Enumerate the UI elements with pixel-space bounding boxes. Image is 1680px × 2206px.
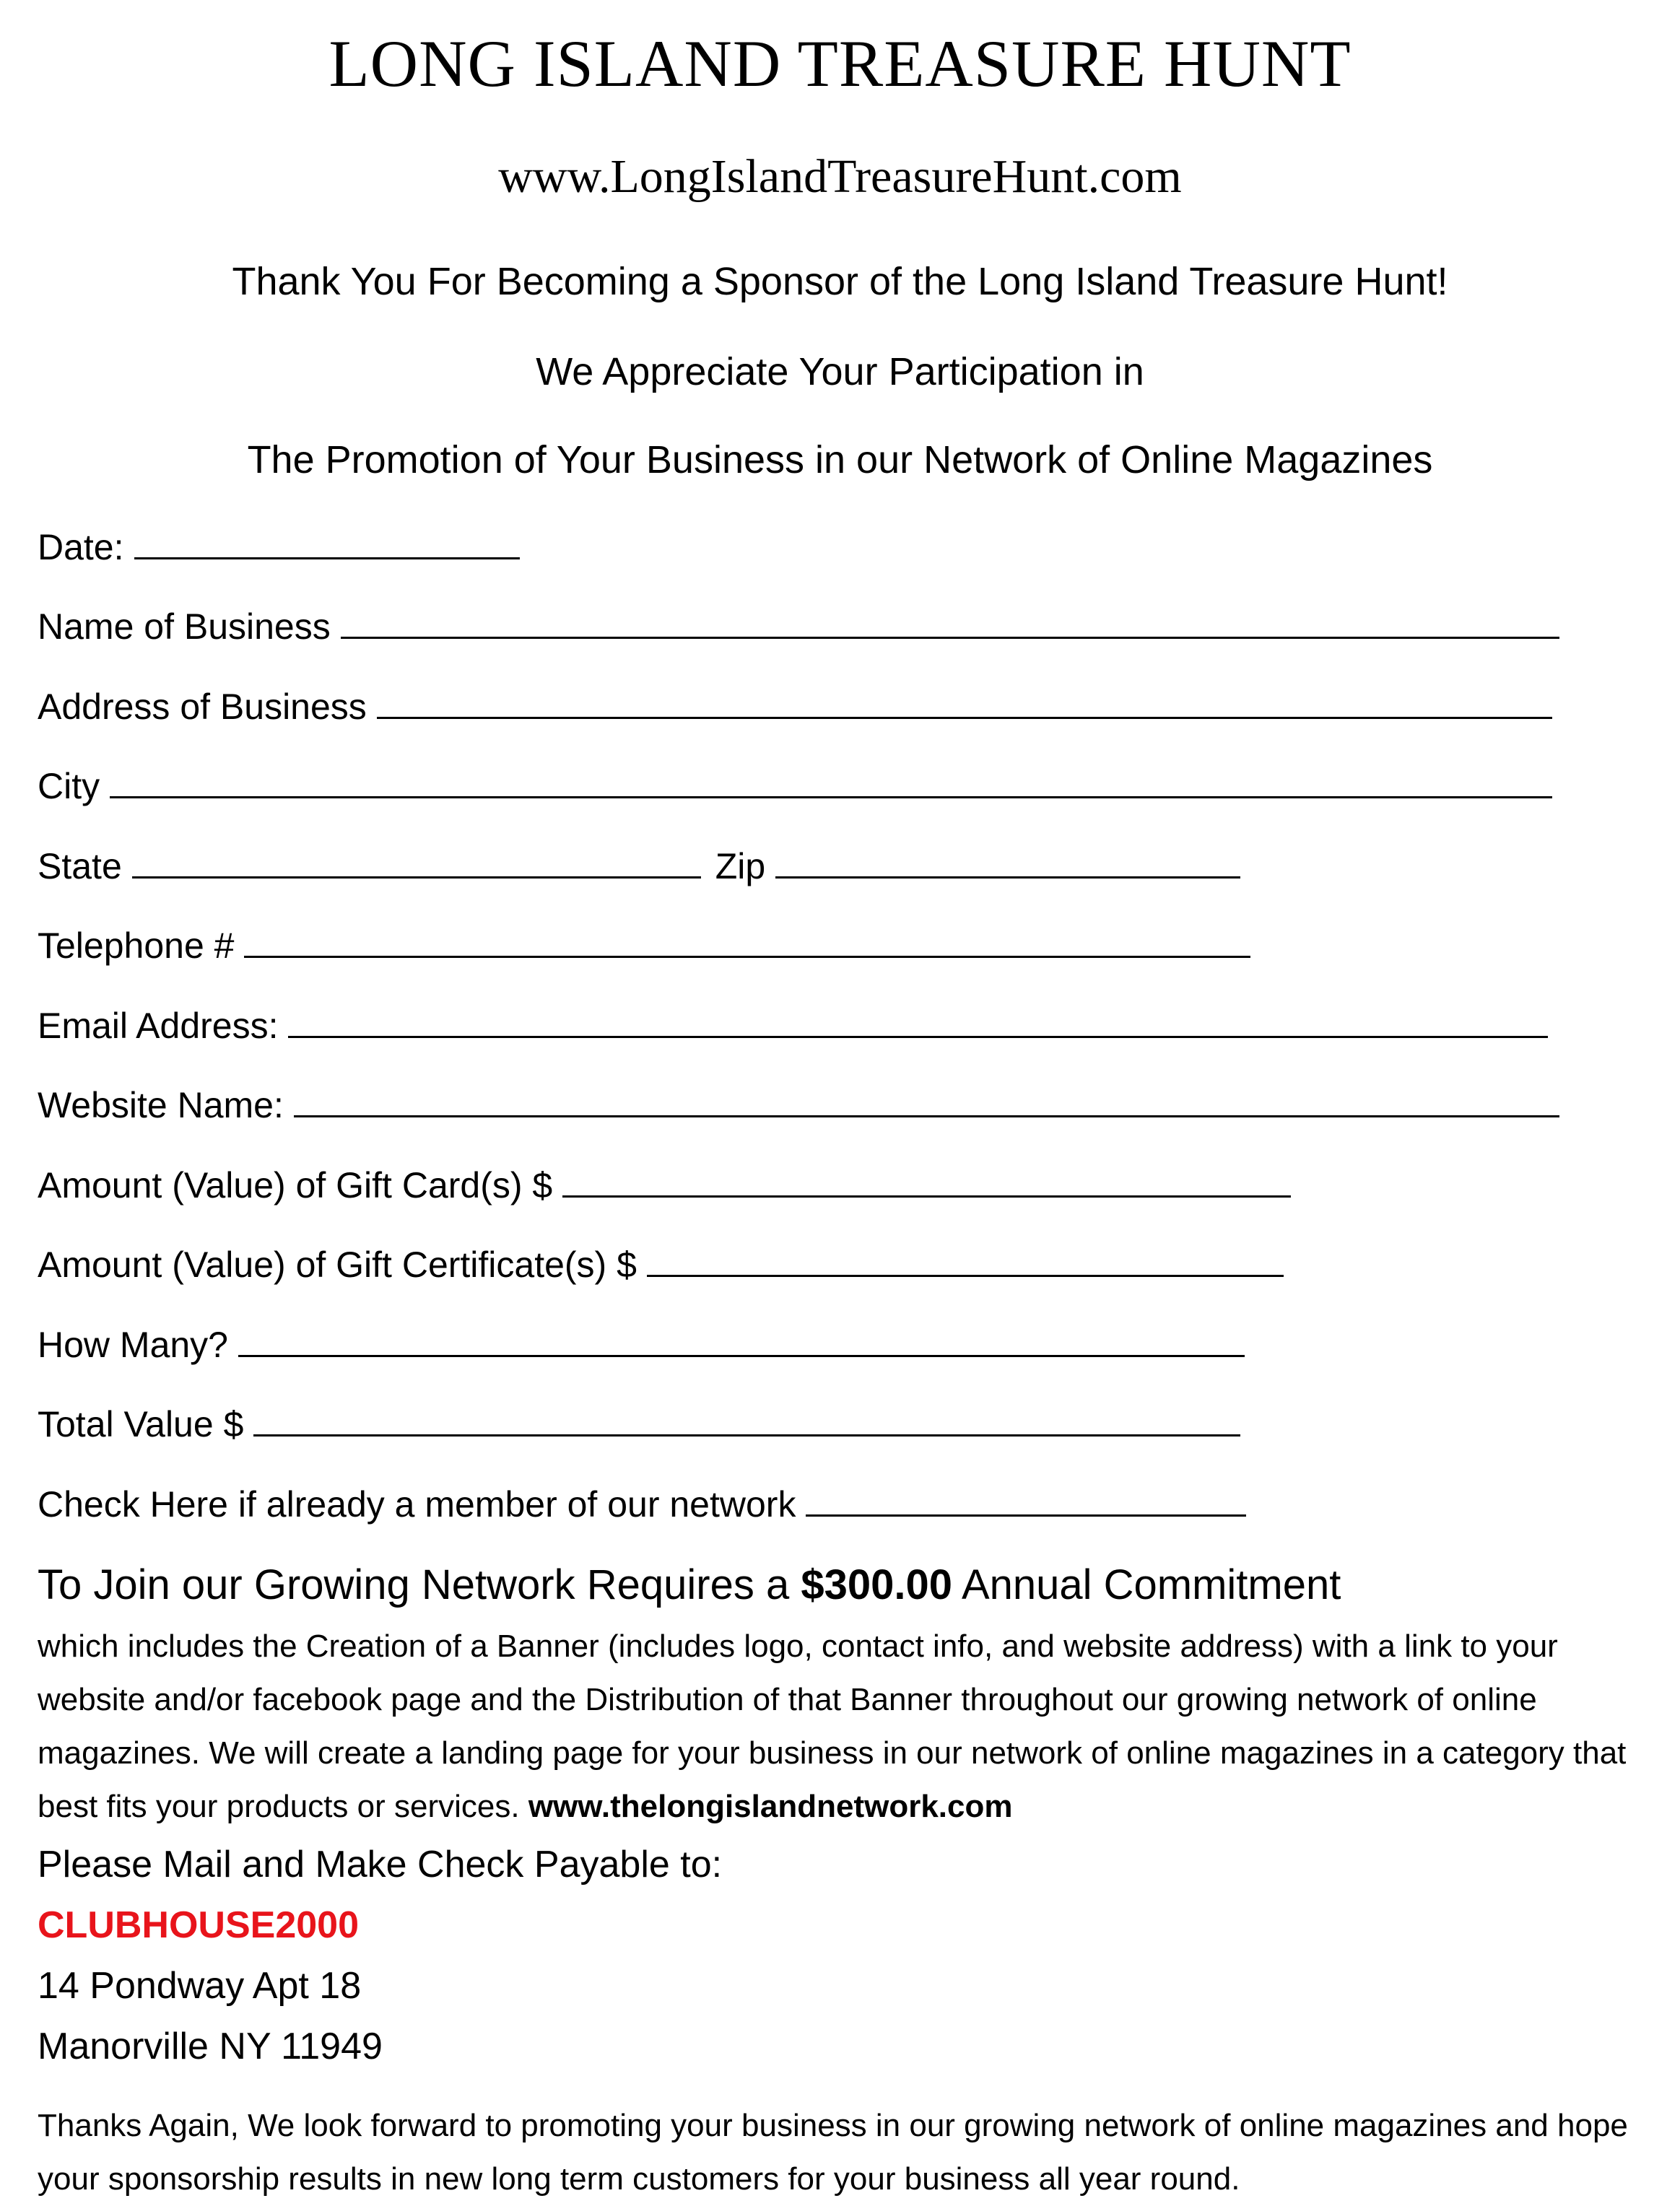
state-label: State xyxy=(38,846,122,886)
website-label: Website Name: xyxy=(38,1085,284,1125)
city-label: City xyxy=(38,766,100,806)
website-input-line[interactable] xyxy=(294,1079,1559,1117)
member-check-field xyxy=(38,1478,1246,1529)
zip-input-line[interactable] xyxy=(775,840,1240,879)
member-check-label: Check Here if already a member of our network xyxy=(38,1484,796,1525)
total-value-input-line[interactable] xyxy=(253,1398,1240,1436)
commitment-heading-prefix: To Join our Growing Network Requires a xyxy=(38,1561,790,1608)
date-field xyxy=(38,521,520,572)
how-many-field xyxy=(38,1319,1245,1369)
business-address-input-line[interactable] xyxy=(377,681,1552,719)
appreciate-line: We Appreciate Your Participation in xyxy=(536,350,1144,393)
business-name-input-line[interactable] xyxy=(341,601,1559,639)
network-url-link[interactable]: www.thelongislandnetwork.com xyxy=(528,1789,1013,1824)
email-input-line[interactable] xyxy=(288,1000,1548,1038)
state-zip-field xyxy=(38,840,1240,891)
telephone-input-line[interactable] xyxy=(244,920,1250,958)
gift-card-label: Amount (Value) of Gift Card(s) $ xyxy=(38,1165,553,1206)
thank-you-line: Thank You For Becoming a Sponsor of the Long Island Treasure Hunt! xyxy=(232,260,1448,303)
gift-card-field xyxy=(38,1159,1291,1210)
date-label: Date: xyxy=(38,527,124,567)
state-input-line[interactable] xyxy=(132,840,701,879)
closing-message: Thanks Again, We look forward to promoting your business in our growing network of online magazines and hope your sponsorship results in new long term customers for your business all year round. xyxy=(38,2108,1628,2197)
website-field xyxy=(38,1079,1559,1130)
promotion-line: The Promotion of Your Business in our Network of Online Magazines xyxy=(247,438,1433,481)
payment-instruction: Please Mail and Make Check Payable to: xyxy=(38,1844,723,1885)
gift-card-input-line[interactable] xyxy=(562,1159,1291,1198)
telephone-label: Telephone # xyxy=(38,925,235,966)
website-url: www.LongIslandTreasureHunt.com xyxy=(498,150,1182,203)
payee-street: 14 Pondway Apt 18 xyxy=(38,1965,362,2007)
commitment-description-text: which includes the Creation of a Banner (includes logo, contact info, and website address) with a link to your website and/or facebook page and the Distribution of that Banner throughout our growing network of online magazines. We will create a landing page for your business in our network of online magazines in a category that best fits your products or services. xyxy=(38,1629,1627,1824)
commitment-heading xyxy=(38,1559,1341,1611)
commitment-amount: $300.00 xyxy=(801,1561,953,1608)
email-field xyxy=(38,1000,1548,1050)
city-input-line[interactable] xyxy=(110,760,1552,798)
business-name-label: Name of Business xyxy=(38,606,331,647)
business-address-field xyxy=(38,681,1552,731)
payee-city-state-zip: Manorville NY 11949 xyxy=(38,2026,383,2067)
total-value-field xyxy=(38,1398,1240,1449)
how-many-label: How Many? xyxy=(38,1325,228,1365)
commitment-description xyxy=(38,1620,1655,1834)
payee-name: CLUBHOUSE2000 xyxy=(38,1904,360,1946)
email-label: Email Address: xyxy=(38,1006,279,1046)
gift-certificate-label: Amount (Value) of Gift Certificate(s) $ xyxy=(38,1244,637,1285)
page-title: LONG ISLAND TREASURE HUNT xyxy=(328,27,1352,100)
commitment-heading-suffix: Annual Commitment xyxy=(961,1561,1341,1608)
business-name-field xyxy=(38,601,1559,651)
business-address-label: Address of Business xyxy=(38,686,367,727)
telephone-field xyxy=(38,920,1250,970)
total-value-label: Total Value $ xyxy=(38,1404,244,1444)
gift-certificate-input-line[interactable] xyxy=(647,1239,1284,1277)
how-many-input-line[interactable] xyxy=(238,1319,1245,1357)
zip-label: Zip xyxy=(715,846,766,886)
date-input-line[interactable] xyxy=(134,521,520,559)
gift-certificate-field xyxy=(38,1239,1284,1289)
member-check-input-line[interactable] xyxy=(806,1478,1246,1517)
city-field xyxy=(38,760,1552,811)
